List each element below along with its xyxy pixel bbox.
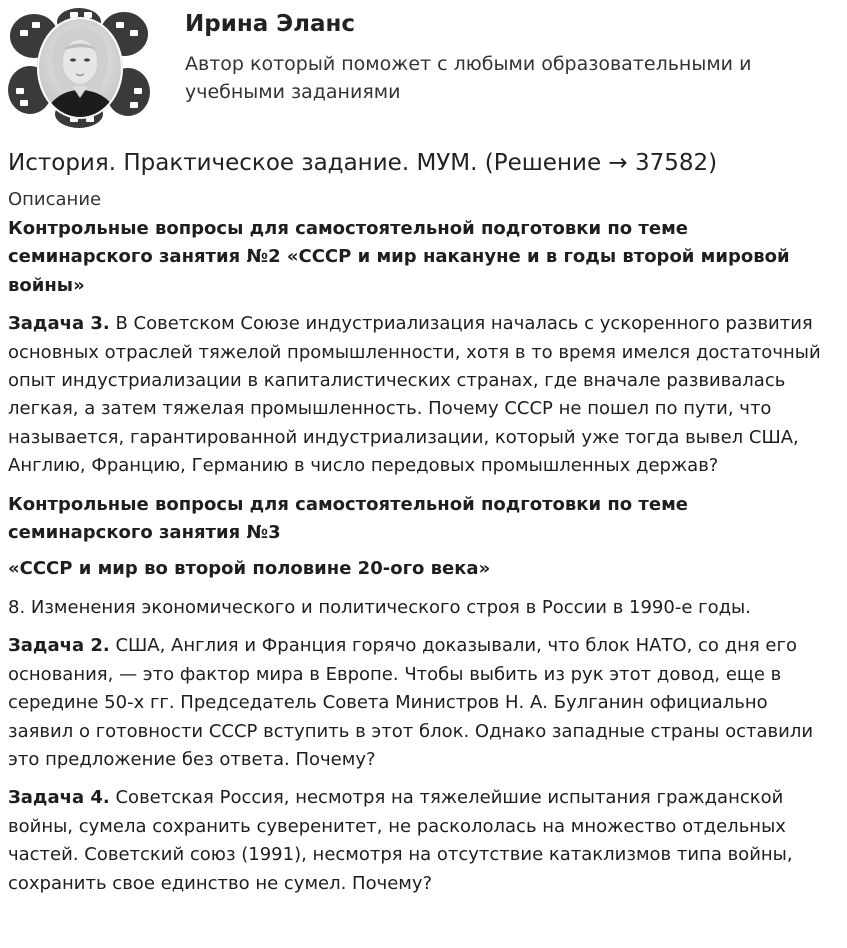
section-heading-seminar-3: [8, 491, 838, 548]
task-4-paragraph: [8, 784, 838, 898]
description-label: Описание: [8, 189, 102, 210]
task-3-paragraph: [8, 310, 838, 480]
author-description: Автор который поможет с любыми образовательными и учебными заданиями: [185, 53, 752, 103]
question-item-8: 8. Изменения экономического и политического строя в России в 1990-е годы.: [8, 596, 751, 618]
task-text: В Советском Союзе индустриализация началась с ускоренного развития основных отраслей тяжелой промышленности, хотя в то время имелся достаточный опыт индустриализации в капиталистических странах, где вначале развивалась легкая, а затем тяжелая промышленность. Почему СССР не пошел по пути, что называется, гарантированной индустриализации, который уже тогда вывел США, Англию, Францию, Германию в число передовых промышленных держав?: [8, 313, 821, 477]
author-header: [0, 0, 847, 132]
task-label: Задача 3.: [8, 313, 110, 335]
task-text: Советская Россия, несмотря на тяжелейшие испытания гражданской войны, сумела сохранить суверенитет, не раскололась на множество отдельных частей. Советский союз (1991), несмотря на отсутствие катаклизмов типа войны, сохранить свое единство не сумел. Почему?: [8, 787, 793, 894]
page-title: История. Практическое задание. МУМ. (Решение → 37582): [8, 150, 718, 176]
heading-text: Контрольные вопросы для самостоятельной подготовки по теме семинарского занятия №3: [8, 493, 688, 544]
section-heading-seminar-2: [8, 215, 838, 300]
heading-text: Контрольные вопросы для самостоятельной подготовки по теме семинарского занятия №2 «СССР и мир накануне и в годы второй мировой войны»: [8, 218, 790, 296]
author-name: Ирина Эланс: [185, 11, 356, 37]
task-text: США, Англия и Франция горячо доказывали, что блок НАТО, со дня его основания, — это фактор мира в Европе. Чтобы выбить из рук этот довод, еще в середине 50-х гг. Председатель Совета Министров Н. А. Булганин официально заявил о готовности СССР вступить в этот блок. Однако западные страны оставили это предложение без ответа. Почему?: [8, 635, 814, 770]
description-content: [8, 215, 838, 908]
task-label: Задача 2.: [8, 635, 110, 657]
task-2-paragraph: [8, 632, 838, 774]
task-label: Задача 4.: [8, 787, 110, 809]
author-photo-film-frame-icon: [6, 6, 152, 128]
section-subheading: [8, 555, 838, 583]
author-avatar: [6, 6, 152, 128]
heading-text: «СССР и мир во второй половине 20-ого века»: [8, 558, 491, 580]
